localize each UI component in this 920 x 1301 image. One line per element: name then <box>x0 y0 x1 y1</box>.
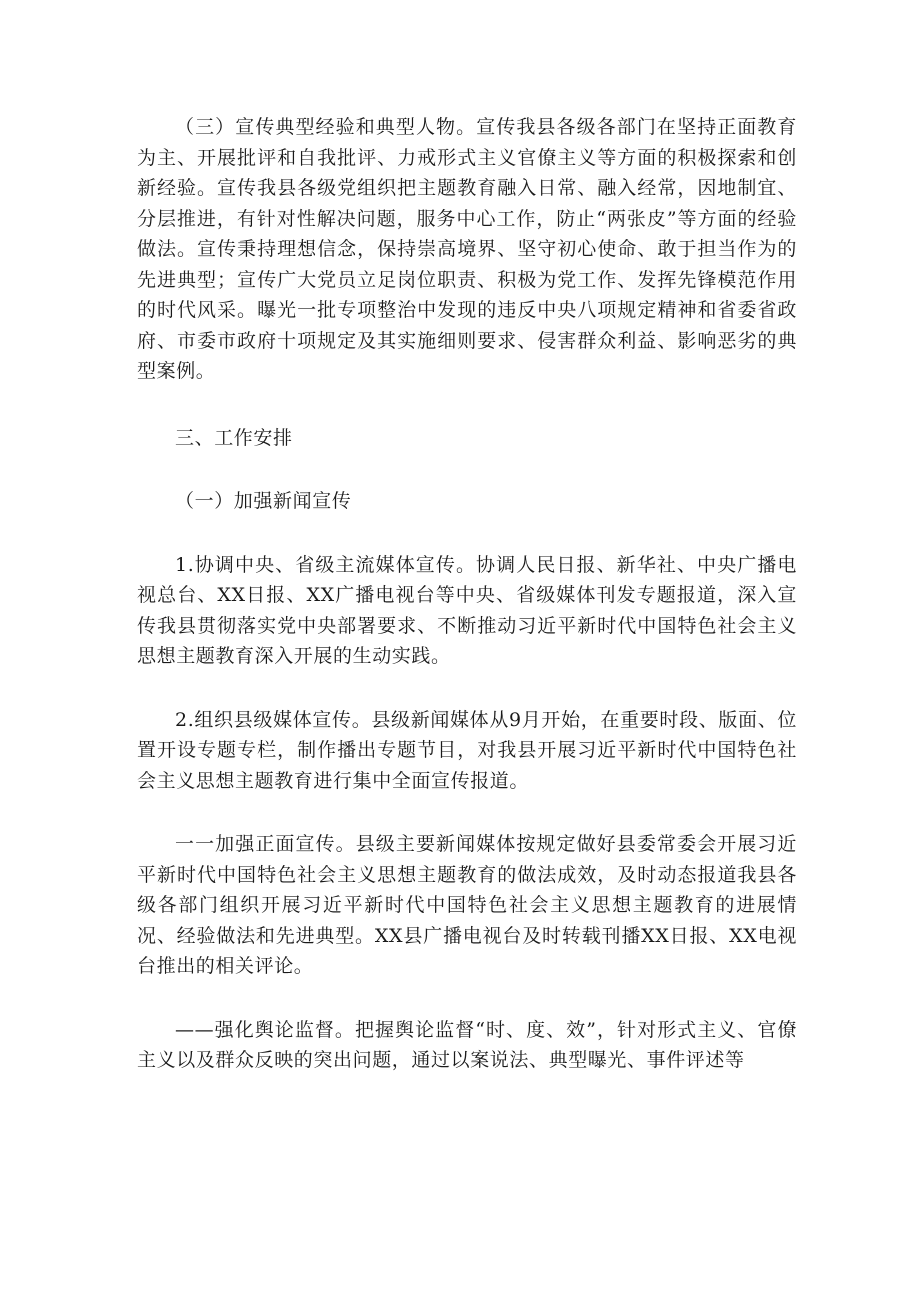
subheading-news-publicity: （一）加强新闻宣传 <box>175 490 352 512</box>
paragraph-positive-publicity: 一一加强正面宣传。县级主要新闻媒体按规定做好县委常委会开展习近平新时代中国特色社会主义思想主题教育的做法成效，及时动态报道我县各级各部门组织开展习近平新时代中国特色社会主义思想主题教育的进展情况、经验做法和先进典型。XX县广播电视台及时转载刊播XX日报、XX电视台推出的相关评论。 <box>137 833 797 977</box>
section-heading-work-arrangement: 三、工作安排 <box>175 426 293 449</box>
document-body <box>137 112 797 1076</box>
paragraph-public-opinion-supervision: ——强化舆论监督。把握舆论监督“时、度、效”，针对形式主义、官僚主义以及群众反映的突出问题，通过以案说法、典型曝光、事件评述等 <box>137 1018 797 1071</box>
paragraph-county-media: 2.组织县级媒体宣传。县级新闻媒体从9月开始，在重要时段、版面、位置开设专题专栏，制作播出专题节目，对我县开展习近平新时代中国特色社会主义思想主题教育进行集中全面宣传报道。 <box>137 708 797 792</box>
paragraph-coordinate-central-media: 1.协调中央、省级主流媒体宣传。协调人民日报、新华社、中央广播电视总台、XX日报、XX广播电视台等中央、省级媒体刊发专题报道，深入宣传我县贯彻落实党中央部署要求、不断推动习近平新时代中国特色社会主义思想主题教育深入开展的生动实践。 <box>137 553 797 667</box>
paragraph-publicize-typical-experience: （三）宣传典型经验和典型人物。宣传我县各级各部门在坚持正面教育为主、开展批评和自我批评、力戒形式主义官僚主义等方面的积极探索和创新经验。宣传我县各级党组织把主题教育融入日常、融入经常，因地制宜、分层推进，有针对性解决问题，服务中心工作，防止“两张皮”等方面的经验做法。宣传秉持理想信念，保持崇高境界、坚守初心使命、敢于担当作为的先进典型；宣传广大党员立足岗位职责、积极为党工作、发挥先锋模范作用的时代风采。曝光一批专项整治中发现的违反中央八项规定精神和省委省政府、市委市政府十项规定及其实施细则要求、侵害群众利益、影响恶劣的典型案例。 <box>137 116 797 382</box>
